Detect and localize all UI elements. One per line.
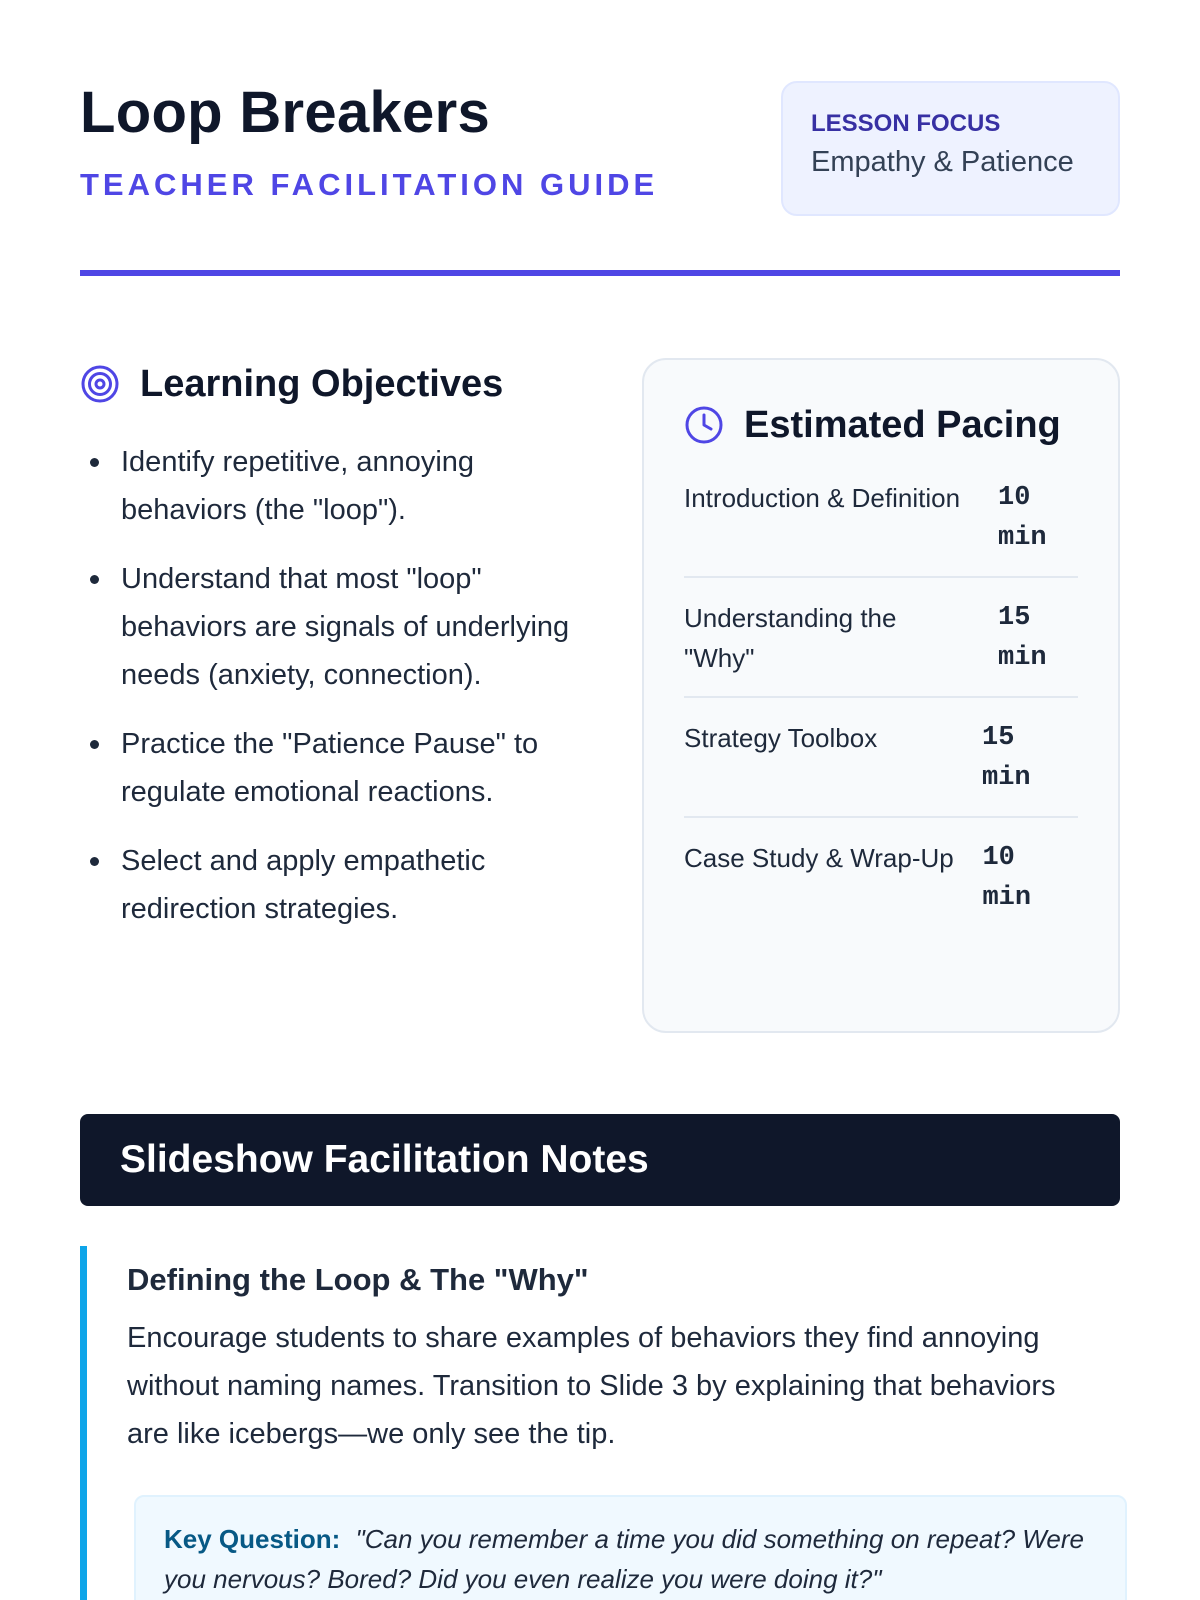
objective-item: Select and apply empathetic redirection strategies. — [80, 837, 580, 933]
pacing-heading — [684, 400, 1078, 450]
pacing-activity: Strategy Toolbox — [684, 723, 878, 753]
objectives-list — [80, 438, 580, 954]
pacing-title: Estimated Pacing — [744, 403, 1061, 446]
objectives-title: Learning Objectives — [140, 362, 504, 405]
pacing-duration: 10 min — [982, 843, 1032, 913]
lesson-focus-card — [781, 81, 1120, 216]
slideshow-notes-banner — [80, 1114, 1120, 1206]
pacing-row — [684, 468, 1078, 578]
lesson-focus-label: LESSON FOCUS — [811, 110, 1001, 137]
target-icon — [80, 364, 120, 404]
pacing-card — [642, 358, 1120, 1033]
pacing-row — [684, 698, 1078, 818]
objective-item: Understand that most "loop" behaviors are signals of underlying needs (anxiety, connection). — [80, 555, 580, 699]
pacing-activity: Introduction & Definition — [684, 483, 961, 513]
slideshow-notes-title: Slideshow Facilitation Notes — [120, 1138, 649, 1181]
page-subtitle: TEACHER FACILITATION GUIDE — [80, 167, 659, 202]
key-question-label: Key Question: — [164, 1524, 341, 1554]
guide-page — [80, 0, 1120, 1600]
pacing-row — [684, 818, 1078, 936]
note-body: Encourage students to share examples of behaviors they find annoying without naming names. Transition to Slide 3 by explaining that behaviors are like icebergs—we only see the tip. — [127, 1322, 1056, 1450]
pacing-duration: 10 min — [998, 483, 1047, 553]
pacing-activity: Case Study & Wrap-Up — [684, 843, 954, 873]
pacing-table — [684, 468, 1078, 936]
header-divider — [80, 270, 1120, 276]
objective-item: Identify repetitive, annoying behaviors (the "loop"). — [80, 438, 580, 534]
pacing-duration: 15 min — [982, 723, 1031, 793]
facilitation-note — [80, 1246, 1120, 1600]
objective-item: Practice the "Patience Pause" to regulate emotional reactions. — [80, 720, 580, 816]
key-question-box — [134, 1495, 1127, 1600]
pacing-activity: Understanding the "Why" — [684, 603, 897, 673]
note-title: Defining the Loop & The "Why" — [127, 1262, 589, 1297]
clock-icon — [684, 405, 724, 445]
objectives-heading — [80, 359, 503, 409]
pacing-row — [684, 578, 1078, 698]
key-question-text: "Can you remember a time you did something on repeat? Were you nervous? Bored? Did you even realize you were doing it?" — [164, 1524, 1084, 1594]
pacing-duration: 15 min — [998, 603, 1047, 673]
lesson-focus-value: Empathy & Patience — [811, 146, 1074, 178]
page-title: Loop Breakers — [80, 80, 491, 145]
